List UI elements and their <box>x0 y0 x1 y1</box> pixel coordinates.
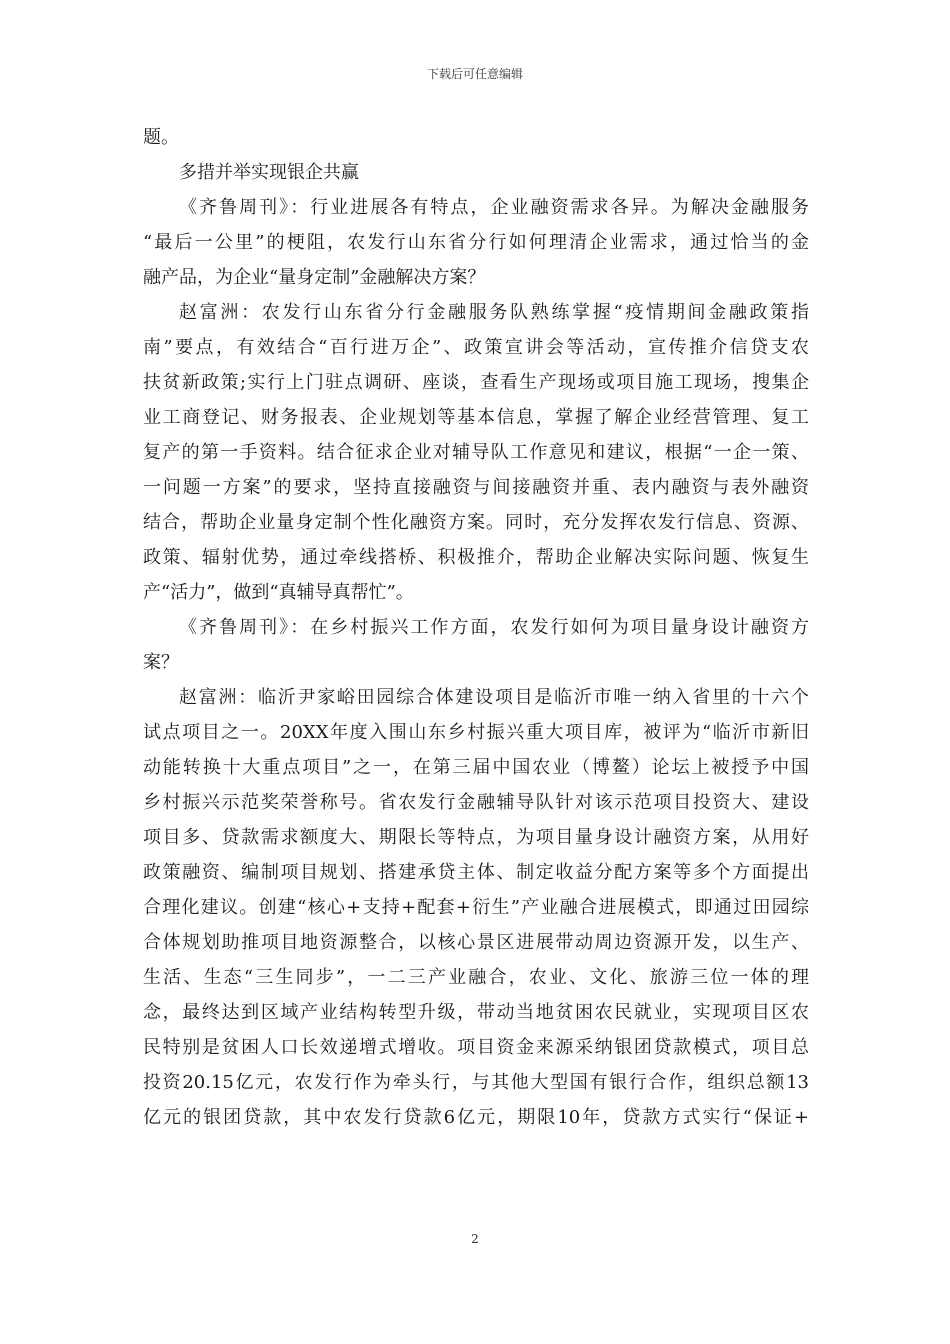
body-line: 产“活力”，做到“真辅导真帮忙”。 <box>143 582 414 603</box>
body-line: 政策融资、编制项目规划、搭建承贷主体、制定收益分配方案等多个方面提出 <box>143 862 809 883</box>
body-line: 南”要点，有效结合“百行进万企”、政策宣讲会等活动，宣传推介信贷支农 <box>143 337 809 358</box>
body-line: “最后一公里”的梗阻，农发行山东省分行如何理清企业需求，通过恰当的金 <box>143 232 809 253</box>
body-line: 投资20.15亿元，农发行作为牵头行，与其他大型国有银行合作，组织总额13 <box>143 1072 809 1093</box>
document-body <box>143 120 809 1135</box>
body-line: 动能转换十大重点项目”之一，在第三届中国农业（博鳌）论坛上被授予中国 <box>143 757 809 778</box>
body-line: 复产的第一手资料。结合征求企业对辅导队工作意见和建议，根据“一企一策、 <box>143 442 809 463</box>
body-line: 合理化建议。创建“核心+支持+配套+衍生”产业融合进展模式，即通过田园综 <box>143 897 809 918</box>
body-line: 《齐鲁周刊》：在乡村振兴工作方面，农发行如何为项目量身设计融资方 <box>179 617 809 638</box>
body-line: 扶贫新政策;实行上门驻点调研、座谈，查看生产现场或项目施工现场，搜集企 <box>143 372 809 393</box>
body-line: 题。 <box>143 127 179 148</box>
body-line: 乡村振兴示范奖荣誉称号。省农发行金融辅导队针对该示范项目投资大、建设 <box>143 792 809 813</box>
body-line: 政策、辐射优势，通过牵线搭桥、积极推介，帮助企业解决实际问题、恢复生 <box>143 547 809 568</box>
body-line: 民特别是贫困人口长效递增式增收。项目资金来源采纳银团贷款模式，项目总 <box>143 1037 809 1058</box>
page-number: 2 <box>471 1232 479 1246</box>
body-line: 案？ <box>143 652 179 673</box>
body-line: 试点项目之一。20XX年度入围山东乡村振兴重大项目库，被评为“临沂市新旧 <box>143 722 809 743</box>
body-line: 赵富洲：农发行山东省分行金融服务队熟练掌握“疫情期间金融政策指 <box>179 302 809 323</box>
body-line: 生活、生态“三生同步”，一二三产业融合，农业、文化、旅游三位一体的理 <box>143 967 809 988</box>
body-line: 一问题一方案”的要求，坚持直接融资与间接融资并重、表内融资与表外融资 <box>143 477 809 498</box>
body-line: 《齐鲁周刊》：行业进展各有特点，企业融资需求各异。为解决金融服务 <box>179 197 809 218</box>
body-line: 赵富洲：临沂尹家峪田园综合体建设项目是临沂市唯一纳入省里的十六个 <box>179 687 809 708</box>
body-line: 合体规划助推项目地资源整合，以核心景区进展带动周边资源开发，以生产、 <box>143 932 809 953</box>
body-line: 念，最终达到区域产业结构转型升级，带动当地贫困农民就业，实现项目区农 <box>143 1002 809 1023</box>
section-heading: 多措并举实现银企共赢 <box>179 162 359 183</box>
body-line: 亿元的银团贷款，其中农发行贷款6亿元，期限10年，贷款方式实行“保证+ <box>143 1107 809 1128</box>
body-line: 项目多、贷款需求额度大、期限长等特点，为项目量身设计融资方案，从用好 <box>143 827 809 848</box>
page-header: 下载后可任意编辑 <box>426 67 523 81</box>
body-line: 结合，帮助企业量身定制个性化融资方案。同时，充分发挥农发行信息、资源、 <box>143 512 809 533</box>
body-line: 业工商登记、财务报表、企业规划等基本信息，掌握了解企业经营管理、复工 <box>143 407 809 428</box>
body-line: 融产品，为企业“量身定制”金融解决方案？ <box>143 267 486 288</box>
